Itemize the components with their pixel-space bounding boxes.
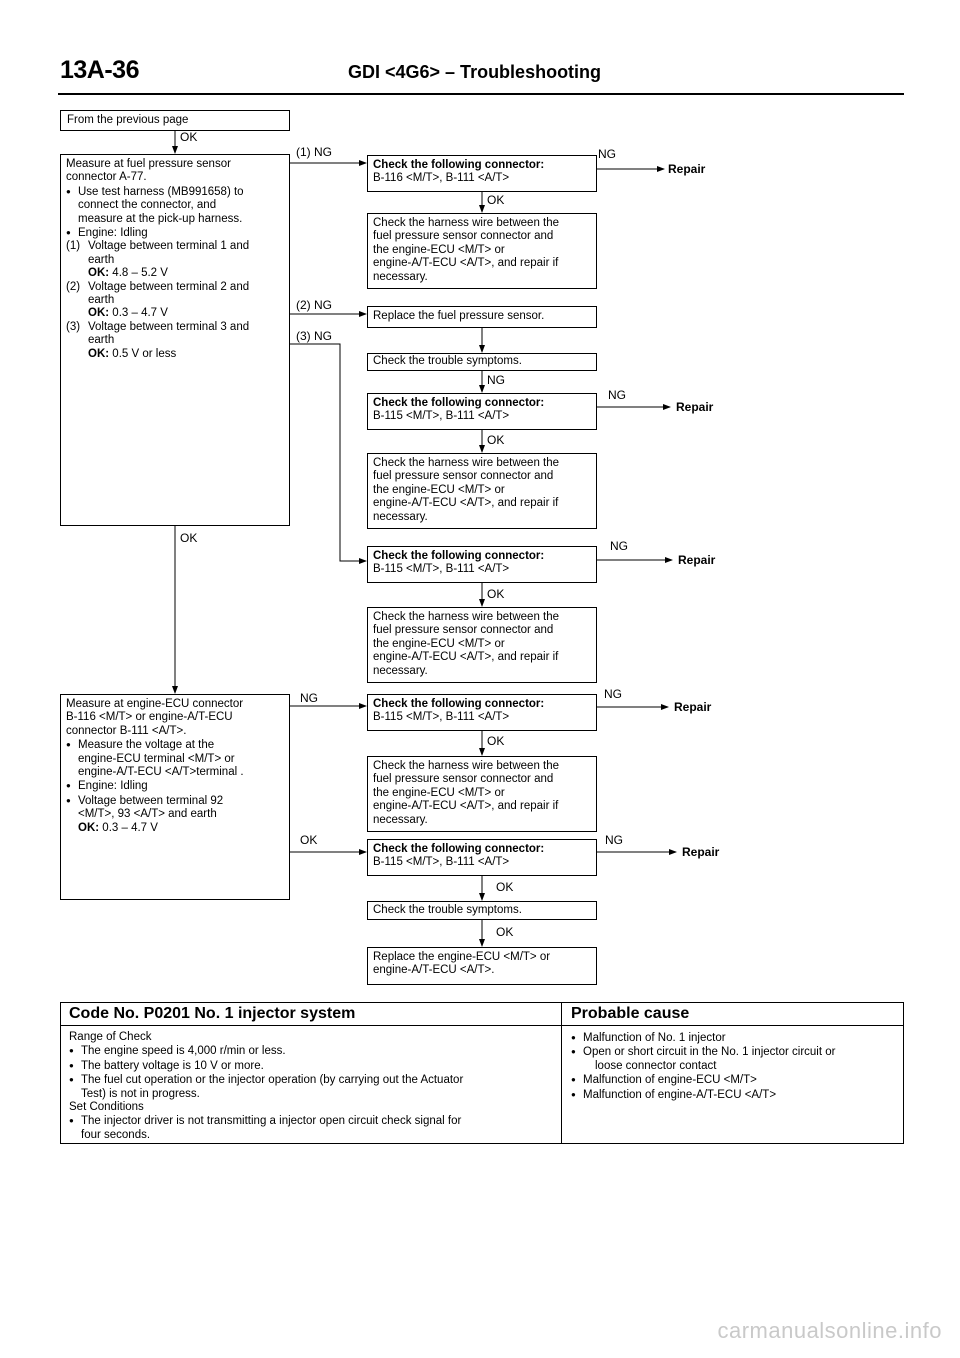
range-item: ● The engine speed is 4,000 r/min or less. <box>69 1044 557 1058</box>
measure-ecu-bullet: ● Engine: Idling <box>66 779 284 793</box>
harness-line: engine-A/T-ECU <A/T>, and repair if <box>373 257 559 270</box>
replace-ecu-box <box>367 947 597 985</box>
range-item: ● The fuel cut operation or the injector operation (by carrying out the Actuator <box>69 1073 557 1087</box>
ok-label: OK <box>487 193 505 207</box>
ng-label: NG <box>598 147 616 161</box>
measure-ecu-bullet: ● Measure the voltage at the <box>66 738 284 752</box>
connector-check-box-2 <box>367 393 597 430</box>
connector-check-sub: B-115 <M/T>, B-111 <A/T> <box>373 856 510 869</box>
harness-line: necessary. <box>373 510 428 523</box>
item-text: Voltage between terminal 3 and <box>88 320 250 333</box>
from-previous-page-box <box>60 110 290 131</box>
harness-line: the engine-ECU <M/T> or <box>373 637 505 650</box>
range-check-column <box>69 1031 557 1142</box>
measure-sensor-line: connect the connector, and <box>78 199 217 212</box>
cause-item: ● Malfunction of engine-ECU <M/T> <box>571 1073 901 1087</box>
page-title: GDI <4G6> – Troubleshooting <box>348 62 602 82</box>
measure-ecu-box <box>60 694 290 900</box>
ok-label: OK <box>487 433 505 447</box>
trouble-symptoms-box-1 <box>367 353 597 371</box>
harness-line: fuel pressure sensor connector and <box>373 230 554 243</box>
range-item: ● The battery voltage is 10 V or more. <box>69 1059 557 1073</box>
ok-spec-ecu <box>66 822 284 835</box>
ng-label: NG <box>487 373 505 387</box>
ng-1-label: (1) NG <box>296 145 332 159</box>
measure-ecu-line: engine-ECU terminal <M/T> or <box>78 752 235 765</box>
item-number: (1) <box>66 240 81 253</box>
ok-label: OK <box>487 734 505 748</box>
connector-check-box-5 <box>367 839 597 876</box>
cause-item: ● Malfunction of No. 1 injector <box>571 1031 901 1045</box>
replace-ecu-line: Replace the engine-ECU <M/T> or <box>373 951 551 963</box>
connector-check-title: Check the following connector: <box>373 550 545 562</box>
harness-line: fuel pressure sensor connector and <box>373 624 554 637</box>
measure-ecu-line: connector B-111 <A/T>. <box>66 724 187 737</box>
ok-spec-3 <box>66 348 284 361</box>
probable-cause-title: Probable cause <box>571 1005 690 1022</box>
measure-sensor-bullet: ● Engine: Idling <box>66 226 284 240</box>
harness-line: Check the harness wire between the <box>373 217 560 229</box>
harness-line: fuel pressure sensor connector and <box>373 470 554 483</box>
connector-check-title: Check the following connector: <box>373 698 545 710</box>
harness-check-box-1 <box>367 213 597 289</box>
measure-sensor-box <box>60 154 290 526</box>
range-heading: Range of Check <box>69 1031 152 1043</box>
ok-spec-label: OK: <box>88 267 110 280</box>
connector-check-sub: B-115 <M/T>, B-111 <A/T> <box>373 711 510 724</box>
ng-label: NG <box>608 388 626 402</box>
harness-line: necessary. <box>373 270 428 283</box>
ok-label: OK <box>180 130 198 144</box>
ok-spec-label: OK: <box>78 821 100 834</box>
replace-ecu-line: engine-A/T-ECU <A/T>. <box>373 964 495 977</box>
ng-label: NG <box>604 687 622 701</box>
repair-label: Repair <box>682 845 720 859</box>
code-table-title: Code No. P0201 No. 1 injector system <box>69 1005 356 1022</box>
harness-line: Check the harness wire between the <box>373 760 560 772</box>
probable-cause-column <box>571 1031 901 1102</box>
harness-line: engine-A/T-ECU <A/T>, and repair if <box>373 800 559 813</box>
ng-2-label: (2) NG <box>296 298 332 312</box>
cause-item: ● Open or short circuit in the No. 1 injector circuit or <box>571 1045 901 1059</box>
repair-label: Repair <box>668 162 706 176</box>
harness-line: engine-A/T-ECU <A/T>, and repair if <box>373 651 559 664</box>
set-conditions-heading: Set Conditions <box>69 1101 144 1114</box>
harness-line: the engine-ECU <M/T> or <box>373 243 505 256</box>
ok-label: OK <box>300 833 318 847</box>
page-number: 13A-36 <box>60 56 139 84</box>
harness-line: the engine-ECU <M/T> or <box>373 786 505 799</box>
ng-3-label: (3) NG <box>296 329 332 343</box>
measure-sensor-line: Measure at fuel pressure sensor <box>66 158 231 170</box>
set-condition-item: ● The injector driver is not transmitting a injector open circuit check signal for <box>69 1114 557 1128</box>
ng-label: NG <box>300 691 318 705</box>
connector-check-box-4 <box>367 694 597 731</box>
measure-sensor-line: earth <box>88 253 115 266</box>
cause-item: ● Malfunction of engine-A/T-ECU <A/T> <box>571 1088 901 1102</box>
measure-ecu-line: <M/T>, 93 <A/T> and earth <box>78 808 217 821</box>
item-number: (2) <box>66 280 81 293</box>
ok-label: OK <box>496 880 514 894</box>
connector-check-sub: B-116 <M/T>, B-111 <A/T> <box>373 172 510 185</box>
measure-sensor-line: measure at the pick-up harness. <box>78 212 243 225</box>
ok-spec-value: 4.8 – 5.2 V <box>112 267 168 280</box>
connector-check-title: Check the following connector: <box>373 397 545 409</box>
ok-label: OK <box>180 531 198 545</box>
harness-line: necessary. <box>373 813 428 826</box>
ng-label: NG <box>605 833 623 847</box>
harness-line: necessary. <box>373 664 428 677</box>
code-table-header-rule <box>61 1025 903 1026</box>
harness-check-box-2 <box>367 453 597 529</box>
ok-spec-value: 0.5 V or less <box>112 347 177 360</box>
harness-line: engine-A/T-ECU <A/T>, and repair if <box>373 497 559 510</box>
measure-sensor-item-2 <box>66 281 284 294</box>
connector-check-sub: B-115 <M/T>, B-111 <A/T> <box>373 410 510 423</box>
ok-spec-2 <box>66 307 284 320</box>
measure-ecu-line: Measure at engine-ECU connector <box>66 698 244 710</box>
item-text: Voltage between terminal 2 and <box>88 280 250 293</box>
connector-check-sub: B-115 <M/T>, B-111 <A/T> <box>373 563 510 576</box>
measure-sensor-bullet: ● Use test harness (MB991658) to <box>66 185 284 199</box>
repair-label: Repair <box>674 700 712 714</box>
item-number: (3) <box>66 320 81 333</box>
ok-spec-value: 0.3 – 4.7 V <box>102 821 158 834</box>
trouble-symptoms-box-2 <box>367 901 597 920</box>
measure-sensor-line: connector A-77. <box>66 171 147 184</box>
replace-sensor-text: Replace the fuel pressure sensor. <box>373 310 545 322</box>
measure-sensor-item-3 <box>66 321 284 334</box>
ng-label: NG <box>610 539 628 553</box>
ok-spec-value: 0.3 – 4.7 V <box>112 307 168 320</box>
ok-label: OK <box>487 587 505 601</box>
ok-label: OK <box>496 925 514 939</box>
trouble-symptoms-text: Check the trouble symptoms. <box>373 904 522 916</box>
set-condition-item-cont: four seconds. <box>81 1128 151 1141</box>
measure-sensor-line: earth <box>88 334 115 347</box>
measure-sensor-line: earth <box>88 294 115 307</box>
code-table <box>60 1002 904 1144</box>
cause-item-cont: loose connector contact <box>595 1059 717 1072</box>
connector-check-title: Check the following connector: <box>373 159 545 171</box>
arrow-3-ng <box>290 344 366 561</box>
harness-check-box-3 <box>367 607 597 683</box>
harness-line: Check the harness wire between the <box>373 457 560 469</box>
replace-sensor-box <box>367 306 597 328</box>
repair-label: Repair <box>676 400 714 414</box>
measure-sensor-item-1 <box>66 240 284 253</box>
measure-ecu-line: engine-A/T-ECU <A/T>terminal . <box>78 766 244 779</box>
repair-label: Repair <box>678 553 716 567</box>
harness-line: Check the harness wire between the <box>373 611 560 623</box>
ok-spec-1 <box>66 267 284 280</box>
harness-line: the engine-ECU <M/T> or <box>373 483 505 496</box>
measure-ecu-line: B-116 <M/T> or engine-A/T-ECU <box>66 711 233 724</box>
harness-check-box-4 <box>367 756 597 832</box>
code-table-column-rule <box>561 1003 562 1143</box>
ok-spec-label: OK: <box>88 307 110 320</box>
connector-check-box-1 <box>367 155 597 192</box>
ok-spec-label: OK: <box>88 347 110 360</box>
watermark: carmanualsonline.info <box>717 1318 942 1343</box>
measure-ecu-bullet: ● Voltage between terminal 92 <box>66 794 284 808</box>
from-previous-page-label: From the previous page <box>67 114 189 126</box>
trouble-symptoms-text: Check the trouble symptoms. <box>373 355 522 367</box>
range-item-cont: Test) is not in progress. <box>81 1087 200 1100</box>
connector-check-box-3 <box>367 546 597 583</box>
connector-check-title: Check the following connector: <box>373 843 545 855</box>
harness-line: fuel pressure sensor connector and <box>373 773 554 786</box>
item-text: Voltage between terminal 1 and <box>88 240 250 253</box>
